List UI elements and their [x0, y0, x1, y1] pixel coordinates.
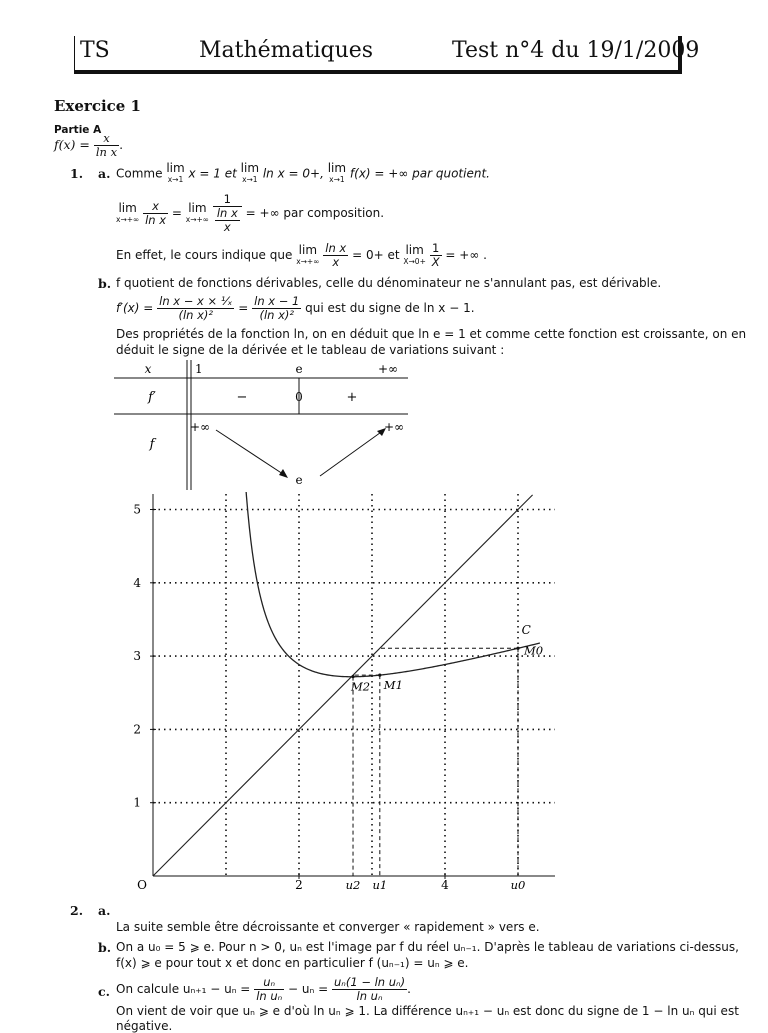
- curve-f: [239, 492, 540, 677]
- table-x-label: x: [144, 362, 152, 376]
- point-label: M0: [524, 643, 544, 658]
- question-1a-line-2: lim x→+∞ $\frac{x}{\text{ln x}}$ = lim x→+∞ $\frac{1}{\frac{\text{ln x}}{x}}$ = +∞ par composition.: [116, 192, 385, 234]
- x-axis-sequence-label: u2: [345, 878, 361, 892]
- question-1b-derivative: f′(x) = $\frac{\text{ln x − x × ¹⁄ₓ}}{\text{(ln x)²}}$ = $\frac{\text{ln x − 1}}{\text{(ln x)²}}$ qui est du signe de ln x − 1.: [116, 294, 475, 322]
- sequence-points: [346, 643, 543, 892]
- x-tick-label: 2: [295, 878, 303, 892]
- point-M0: [516, 647, 519, 650]
- header-test-date: Test n°4 du 19/1/2009: [452, 38, 700, 63]
- x-axis-sequence-label: u0: [510, 878, 526, 892]
- question-1b-label: b.: [98, 276, 112, 291]
- x-tick-label: 4: [441, 878, 449, 892]
- point-M1: [378, 674, 381, 677]
- table-x-value-inf: +∞: [377, 362, 399, 376]
- question-2c-line-2: On vient de voir que uₙ ⩾ e d'où ln uₙ ⩾ 1. La différence uₙ₊₁ − uₙ est donc du signe de 1 − ln uₙ qui est: [116, 1004, 739, 1018]
- question-2b-line-2: f(x) ⩾ e pour tout x et donc en particulier f (uₙ₋₁) = uₙ ⩾ e.: [116, 956, 469, 970]
- y-tick-label: 4: [133, 575, 141, 590]
- curve-label: C: [521, 623, 531, 638]
- header-subject: Mathématiques: [199, 38, 374, 63]
- y-tick-label: 5: [133, 502, 141, 517]
- question-2b-line-1: On a u₀ = 5 ⩾ e. Pour n > 0, uₙ est l'image par f du réel uₙ₋₁. D'après le tableau de variations ci-dessus,: [116, 940, 739, 954]
- table-sign-zero: 0: [295, 390, 303, 404]
- table-x-value-1: 1: [195, 362, 203, 376]
- point-M2: [351, 675, 354, 678]
- table-f-value-start: +∞: [189, 420, 211, 434]
- question-1b-line-4: déduit le signe de la dérivée et le tableau de variations suivant :: [116, 343, 505, 357]
- question-2c-line-1: On calcule uₙ₊₁ − uₙ = $\frac{\text{uₙ}}{\text{ln uₙ}}$ − uₙ = $\frac{\text{uₙ(1 − ln uₙ)}}{\text{ln uₙ}}$ .: [116, 975, 411, 1003]
- part-title: Partie A: [54, 124, 102, 136]
- question-2a-text: La suite semble être décroissante et converger « rapidement » vers e.: [116, 920, 540, 934]
- question-1a-line-3: En effet, le cours indique que lim x→+∞ $\frac{\text{ln x}}{x}$ = 0+ et lim X→0+ $\frac{1}{X}$ = +∞ .: [116, 241, 487, 269]
- table-sign-minus: −: [236, 390, 248, 405]
- question-1b-line-3: Des propriétés de la fonction ln, on en déduit que ln e = 1 et comme cette fonction est croissante, on en: [116, 327, 747, 341]
- question-1a-label: a.: [98, 166, 111, 181]
- question-1a-line-1: Comme lim x→1 x = 1 et lim x→1 ln x = 0+, lim x→1 f(x) = +∞ par quotient.: [116, 161, 490, 184]
- table-f-value-end: +∞: [383, 420, 405, 434]
- table-f-value-min: e: [295, 473, 303, 487]
- function-definition: f(x) = $\frac{x}{\text{ln x}}$ .: [54, 131, 124, 159]
- origin-label: O: [137, 878, 147, 892]
- x-axis-sequence-label: u1: [372, 878, 388, 892]
- question-2c-line-3: négative.: [116, 1019, 173, 1033]
- y-tick-label: 2: [133, 722, 141, 737]
- question-2c-label: c.: [98, 984, 110, 999]
- table-fprime-label: f′: [148, 390, 156, 405]
- exercise-title: Exercice 1: [54, 97, 141, 115]
- y-tick-label: 3: [133, 649, 141, 664]
- line-y-equals-x: [153, 495, 533, 876]
- construction-lines: [353, 648, 518, 876]
- table-f-label: f: [149, 437, 155, 452]
- tick-labels: [133, 503, 449, 893]
- table-sign-plus: +: [346, 390, 358, 405]
- question-2-number: 2.: [70, 903, 84, 918]
- table-x-value-e: e: [295, 362, 303, 376]
- question-1-number: 1.: [70, 166, 84, 181]
- function-graph: [112, 492, 558, 904]
- point-label: M2: [351, 679, 371, 694]
- header-class: TS: [80, 38, 110, 63]
- point-label: M1: [383, 678, 403, 693]
- question-2b-label: b.: [98, 940, 112, 955]
- question-2a-label: a.: [98, 903, 111, 918]
- question-1b-line-1: f quotient de fonctions dérivables, celle du dénominateur ne s'annulant pas, est dérivable.: [116, 276, 662, 290]
- y-tick-label: 1: [133, 795, 141, 810]
- variation-table: [112, 358, 412, 492]
